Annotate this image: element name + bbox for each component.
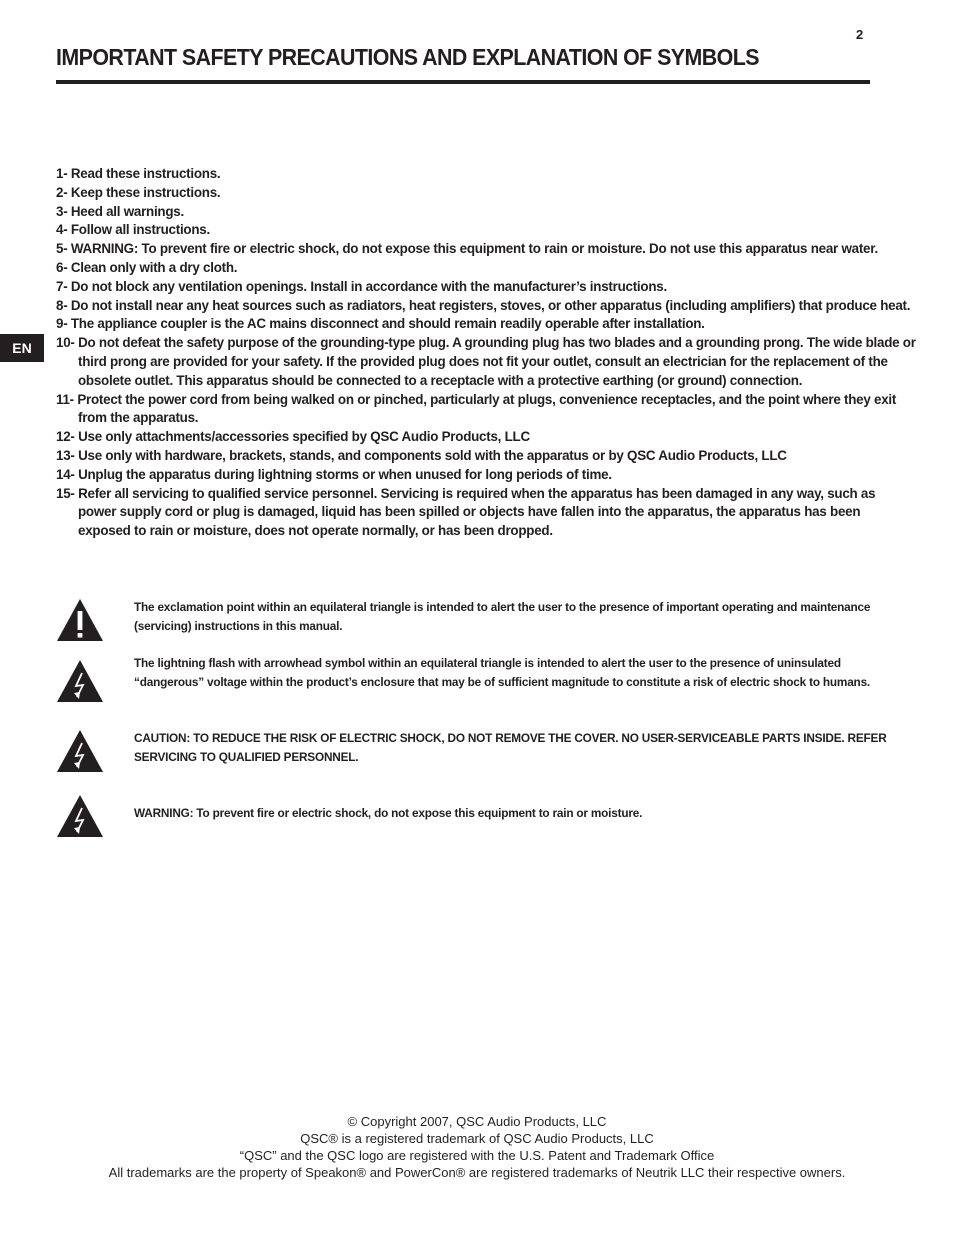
instruction-item: 9- The appliance coupler is the AC mains disconnect and should remain readily operable after installation. <box>56 316 705 332</box>
instruction-item: 1- Read these instructions. <box>56 166 221 181</box>
symbol-description: The exclamation point within an equilateral triangle is intended to alert the user to the presence of important operating and maintenance (servicing) instructions in this manual. <box>134 600 871 633</box>
instruction-item: 14- Unplug the apparatus during lightning storms or when unused for long periods of time. <box>56 466 612 482</box>
language-tab: EN <box>0 334 44 362</box>
instruction-item: 4- Follow all instructions. <box>56 222 210 238</box>
lightning-triangle-icon <box>56 659 104 703</box>
symbol-description: WARNING: To prevent fire or electric shock, do not expose this equipment to rain or moisture. <box>134 806 643 820</box>
instruction-item: 11- Protect the power cord from being walked on or pinched, particularly at plugs, convenience receptacles, and the point where they exit from the apparatus. <box>56 391 897 426</box>
footer-trademark: QSC® is a registered trademark of QSC Audio Products, LLC <box>300 1131 654 1146</box>
instruction-item: 2- Keep these instructions. <box>56 184 221 200</box>
instruction-item: 3- Heed all warnings. <box>56 203 184 219</box>
footer <box>0 1113 954 1181</box>
instructions-list <box>56 165 916 541</box>
footer-copyright: © Copyright 2007, QSC Audio Products, LLC <box>347 1114 607 1129</box>
instruction-item: 15- Refer all servicing to qualified service personnel. Servicing is required when the apparatus has been damaged in any way, such as power supply cord or plug is damaged, liquid has been spilled or objects have fallen into the apparatus, the apparatus has been exposed to rain or moisture, does not operate normally, or has been dropped. <box>56 485 876 539</box>
footer-trademark: “QSC” and the QSC logo are registered with the U.S. Patent and Trademark Office <box>239 1148 715 1163</box>
page-title: IMPORTANT SAFETY PRECAUTIONS AND EXPLANATION OF SYMBOLS <box>56 44 759 70</box>
symbol-description: CAUTION: TO REDUCE THE RISK OF ELECTRIC SHOCK, DO NOT REMOVE THE COVER. NO USER-SERVICEABLE PARTS INSIDE. REFER SERVICING TO QUALIFIED PERSONNEL. <box>134 731 887 764</box>
page-number: 2 <box>856 27 864 42</box>
footer-trademark: All trademarks are the property of Speakon® and PowerCon® are registered trademarks of Neutrik LLC their respective owners. <box>108 1165 846 1180</box>
instruction-item: 12- Use only attachments/accessories specified by QSC Audio Products, LLC <box>56 429 530 445</box>
instruction-item: 7- Do not block any ventilation openings. Install in accordance with the manufacturer’s instructions. <box>56 278 667 294</box>
instruction-item: 5- WARNING: To prevent fire or electric shock, do not expose this equipment to rain or moisture. Do not use this apparatus near water. <box>56 241 878 257</box>
instruction-item: 6- Clean only with a dry cloth. <box>56 259 238 275</box>
instruction-item: 8- Do not install near any heat sources such as radiators, heat registers, stoves, or other apparatus (including amplifiers) that produce heat. <box>56 297 911 313</box>
symbol-description: The lightning flash with arrowhead symbol within an equilateral triangle is intended to alert the user to the presence of uninsulated “dangerous” voltage within the product’s enclosure that may be of sufficient magnitude to constitute a risk of electric shock to humans. <box>134 656 871 689</box>
title-rule <box>56 80 870 84</box>
exclamation-triangle-icon <box>56 598 104 642</box>
lightning-triangle-icon <box>56 794 104 838</box>
instruction-item: 10- Do not defeat the safety purpose of the grounding-type plug. A grounding plug has two blades and a grounding prong. The wide blade or third prong are provided for your safety. If the provided plug does not fit your outlet, consult an electrician for the replacement of the obsolete outlet. This apparatus should be connected to a receptacle with a protective earthing (or ground) connection. <box>56 335 916 388</box>
instruction-item: 13- Use only with hardware, brackets, stands, and components sold with the apparatus or by QSC Audio Products, LLC <box>56 447 787 463</box>
lightning-triangle-icon <box>56 729 104 773</box>
